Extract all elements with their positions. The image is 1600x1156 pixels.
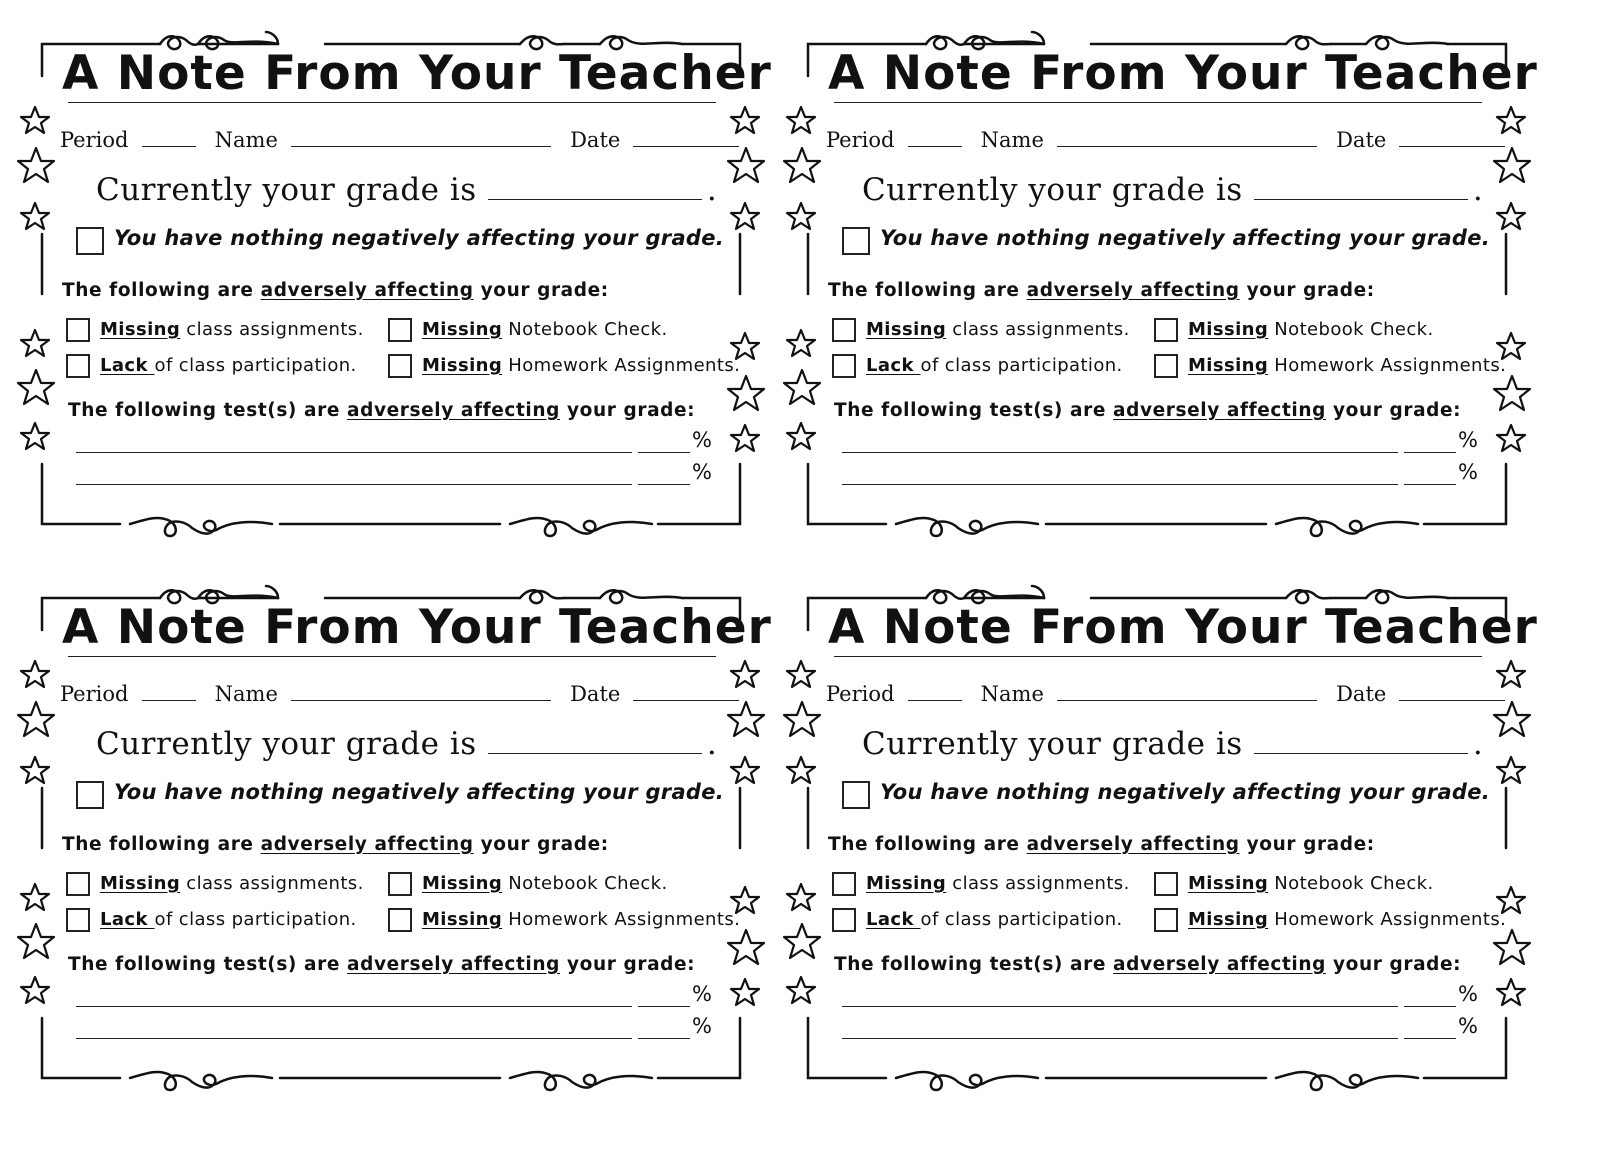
nothing-checkbox[interactable]: [842, 227, 870, 255]
tests-underlined: adversely affecting: [347, 400, 560, 421]
missing-class-checkbox[interactable]: [66, 318, 90, 342]
following-underlined: adversely affecting: [1026, 280, 1240, 301]
period-field[interactable]: [142, 128, 196, 147]
nothing-checkbox[interactable]: [76, 227, 104, 255]
grade-end: .: [706, 172, 718, 208]
option-text: class assignments.: [180, 319, 364, 340]
option-keyword: Missing: [100, 873, 181, 894]
option-text: Homework Assignments.: [1268, 355, 1507, 376]
grade-text: Currently your grade is: [96, 172, 477, 208]
option-missing-homework: [388, 354, 740, 378]
following-pre: The following are: [62, 280, 261, 301]
test-score-field[interactable]: [1404, 452, 1456, 453]
nothing-text: You have nothing negatively affecting your grade.: [114, 780, 725, 804]
date-label: Date: [570, 128, 621, 152]
following-heading: [62, 280, 609, 301]
following-underlined: adversely affecting: [260, 280, 474, 301]
tests-post: your grade:: [1325, 400, 1462, 421]
name-field[interactable]: [1057, 128, 1317, 147]
option-keyword: Missing: [866, 873, 947, 894]
option-keyword: Missing: [1188, 355, 1269, 376]
grade-field[interactable]: [1254, 727, 1468, 754]
option-keyword: Lack: [866, 909, 921, 930]
tests-pre: The following test(s) are: [68, 954, 348, 975]
star-icon: [728, 148, 764, 182]
option-lack-participation: [66, 354, 357, 378]
name-label: Name: [214, 128, 278, 152]
period-label: Period: [826, 682, 895, 706]
following-heading: [828, 834, 1375, 855]
option-keyword: Lack: [100, 355, 155, 376]
tests-heading: [834, 400, 1461, 421]
test-score-field[interactable]: [638, 452, 690, 453]
test-name-field[interactable]: [76, 1006, 632, 1007]
name-label: Name: [214, 682, 278, 706]
option-text: class assignments.: [180, 873, 364, 894]
option-missing-class: [66, 318, 364, 342]
date-field[interactable]: [1399, 128, 1505, 147]
grade-end: .: [706, 726, 718, 762]
note-title: A Note From Your Teacher: [62, 46, 772, 101]
test-score-field[interactable]: [638, 1038, 690, 1039]
following-post: your grade:: [1239, 280, 1375, 301]
percent-sign: %: [692, 428, 712, 452]
grade-end: .: [1472, 726, 1484, 762]
grade-row: [96, 726, 717, 762]
option-text: Notebook Check.: [502, 873, 668, 894]
title-underline: [834, 656, 1482, 657]
date-field[interactable]: [1399, 682, 1505, 701]
lack-participation-checkbox[interactable]: [832, 354, 856, 378]
test-name-field[interactable]: [842, 484, 1398, 485]
percent-sign: %: [1458, 428, 1478, 452]
option-missing-homework: [388, 908, 740, 932]
missing-notebook-checkbox[interactable]: [1154, 872, 1178, 896]
following-post: your grade:: [473, 280, 609, 301]
star-icon: [21, 203, 49, 229]
grade-text: Currently your grade is: [96, 726, 477, 762]
percent-sign: %: [1458, 460, 1478, 484]
star-icon: [731, 203, 759, 229]
note-title: A Note From Your Teacher: [828, 600, 1538, 655]
tests-pre: The following test(s) are: [68, 400, 348, 421]
option-text: class assignments.: [946, 873, 1130, 894]
missing-homework-checkbox[interactable]: [1154, 354, 1178, 378]
following-heading: [62, 834, 609, 855]
missing-class-checkbox[interactable]: [832, 318, 856, 342]
missing-class-checkbox[interactable]: [66, 872, 90, 896]
nothing-checkbox[interactable]: [76, 781, 104, 809]
percent-sign: %: [692, 982, 712, 1006]
date-label: Date: [1336, 128, 1387, 152]
lack-participation-checkbox[interactable]: [832, 908, 856, 932]
option-keyword: Missing: [422, 319, 503, 340]
nothing-row: [842, 780, 1490, 809]
name-field[interactable]: [1057, 682, 1317, 701]
option-lack-participation: [66, 908, 357, 932]
percent-sign: %: [692, 460, 712, 484]
grade-field[interactable]: [488, 173, 702, 200]
option-missing-notebook: [1154, 872, 1434, 896]
period-label: Period: [60, 128, 129, 152]
option-missing-class: [66, 872, 364, 896]
star-icon: [18, 924, 54, 958]
grade-field[interactable]: [488, 727, 702, 754]
missing-notebook-checkbox[interactable]: [388, 872, 412, 896]
star-icon: [731, 757, 759, 783]
following-post: your grade:: [473, 834, 609, 855]
teacher-note-card: [40, 24, 800, 564]
lack-participation-checkbox[interactable]: [66, 908, 90, 932]
star-icon: [1494, 376, 1530, 410]
star-icon: [21, 107, 49, 133]
option-missing-class: [832, 872, 1130, 896]
option-keyword: Missing: [1188, 873, 1269, 894]
star-icon: [1494, 702, 1530, 736]
date-field[interactable]: [633, 682, 739, 701]
title-underline: [834, 102, 1482, 103]
option-keyword: Lack: [100, 909, 155, 930]
star-icon: [728, 702, 764, 736]
star-icon: [21, 423, 49, 449]
tests-heading: [834, 954, 1461, 975]
grade-field[interactable]: [1254, 173, 1468, 200]
following-pre: The following are: [828, 834, 1027, 855]
info-row: [60, 682, 739, 706]
star-icon: [731, 979, 759, 1005]
name-field[interactable]: [291, 128, 551, 147]
note-title: A Note From Your Teacher: [62, 600, 772, 655]
test-name-field[interactable]: [76, 484, 632, 485]
percent-sign: %: [692, 1014, 712, 1038]
nothing-text: You have nothing negatively affecting your grade.: [880, 226, 1491, 250]
tests-pre: The following test(s) are: [834, 400, 1114, 421]
option-keyword: Missing: [1188, 909, 1269, 930]
tests-heading: [68, 954, 695, 975]
test-name-field[interactable]: [76, 452, 632, 453]
option-keyword: Missing: [422, 873, 503, 894]
star-icon: [21, 977, 49, 1003]
teacher-note-card: [806, 578, 1566, 1118]
star-icon: [21, 884, 49, 910]
option-lack-participation: [832, 908, 1123, 932]
star-icon: [1497, 203, 1525, 229]
tests-underlined: adversely affecting: [347, 954, 560, 975]
title-underline: [68, 656, 716, 657]
star-icon: [18, 702, 54, 736]
test-name-field[interactable]: [842, 1006, 1398, 1007]
nothing-row: [76, 780, 724, 809]
star-icon: [1494, 148, 1530, 182]
nothing-text: You have nothing negatively affecting your grade.: [114, 226, 725, 250]
star-icon: [731, 425, 759, 451]
option-text: class assignments.: [946, 319, 1130, 340]
tests-underlined: adversely affecting: [1113, 954, 1326, 975]
star-icon: [728, 376, 764, 410]
period-field[interactable]: [142, 682, 196, 701]
tests-underlined: adversely affecting: [1113, 400, 1326, 421]
grade-text: Currently your grade is: [862, 726, 1243, 762]
option-text: Homework Assignments.: [502, 909, 741, 930]
tests-pre: The following test(s) are: [834, 954, 1114, 975]
following-heading: [828, 280, 1375, 301]
star-icon: [21, 661, 49, 687]
test-score-field[interactable]: [638, 484, 690, 485]
test-name-field[interactable]: [842, 452, 1398, 453]
missing-notebook-checkbox[interactable]: [1154, 318, 1178, 342]
date-label: Date: [570, 682, 621, 706]
period-label: Period: [60, 682, 129, 706]
name-label: Name: [980, 128, 1044, 152]
star-icon: [1497, 979, 1525, 1005]
following-pre: The following are: [828, 280, 1027, 301]
grade-end: .: [1472, 172, 1484, 208]
test-name-field[interactable]: [76, 1038, 632, 1039]
name-field[interactable]: [291, 682, 551, 701]
date-field[interactable]: [633, 128, 739, 147]
missing-class-checkbox[interactable]: [832, 872, 856, 896]
info-row: [60, 128, 739, 152]
following-underlined: adversely affecting: [260, 834, 474, 855]
test-score-field[interactable]: [1404, 1038, 1456, 1039]
option-keyword: Missing: [422, 355, 503, 376]
grade-text: Currently your grade is: [862, 172, 1243, 208]
star-icon: [1497, 757, 1525, 783]
following-pre: The following are: [62, 834, 261, 855]
following-underlined: adversely affecting: [1026, 834, 1240, 855]
option-text: of class participation.: [154, 909, 357, 930]
star-icon: [18, 148, 54, 182]
star-icon: [21, 330, 49, 356]
teacher-note-card: [40, 578, 800, 1118]
star-icon: [21, 757, 49, 783]
following-post: your grade:: [1239, 834, 1375, 855]
name-label: Name: [980, 682, 1044, 706]
option-missing-class: [832, 318, 1130, 342]
info-row: [826, 682, 1505, 706]
date-label: Date: [1336, 682, 1387, 706]
option-text: of class participation.: [920, 355, 1123, 376]
grade-row: [862, 726, 1483, 762]
test-score-field[interactable]: [1404, 1006, 1456, 1007]
star-icon: [728, 930, 764, 964]
option-text: Homework Assignments.: [502, 355, 741, 376]
period-field[interactable]: [908, 682, 962, 701]
grade-row: [96, 172, 717, 208]
title-underline: [68, 102, 716, 103]
option-keyword: Missing: [422, 909, 503, 930]
nothing-row: [842, 226, 1490, 255]
option-missing-notebook: [388, 872, 668, 896]
test-score-field[interactable]: [638, 1006, 690, 1007]
grade-row: [862, 172, 1483, 208]
tests-post: your grade:: [559, 954, 696, 975]
option-keyword: Lack: [866, 355, 921, 376]
test-score-field[interactable]: [1404, 484, 1456, 485]
nothing-checkbox[interactable]: [842, 781, 870, 809]
star-icon: [1497, 425, 1525, 451]
period-label: Period: [826, 128, 895, 152]
missing-homework-checkbox[interactable]: [388, 908, 412, 932]
option-keyword: Missing: [1188, 319, 1269, 340]
period-field[interactable]: [908, 128, 962, 147]
option-keyword: Missing: [100, 319, 181, 340]
option-missing-homework: [1154, 908, 1506, 932]
option-missing-notebook: [388, 318, 668, 342]
missing-homework-checkbox[interactable]: [388, 354, 412, 378]
tests-heading: [68, 400, 695, 421]
nothing-text: You have nothing negatively affecting your grade.: [880, 780, 1491, 804]
option-text: Notebook Check.: [502, 319, 668, 340]
option-text: of class participation.: [154, 355, 357, 376]
nothing-row: [76, 226, 724, 255]
tests-post: your grade:: [559, 400, 696, 421]
option-keyword: Missing: [866, 319, 947, 340]
teacher-note-card: [806, 24, 1566, 564]
lack-participation-checkbox[interactable]: [66, 354, 90, 378]
percent-sign: %: [1458, 982, 1478, 1006]
star-icon: [1494, 930, 1530, 964]
tests-post: your grade:: [1325, 954, 1462, 975]
star-icon: [18, 370, 54, 404]
missing-homework-checkbox[interactable]: [1154, 908, 1178, 932]
note-title: A Note From Your Teacher: [828, 46, 1538, 101]
info-row: [826, 128, 1505, 152]
option-text: Notebook Check.: [1268, 873, 1434, 894]
option-text: Notebook Check.: [1268, 319, 1434, 340]
option-text: of class participation.: [920, 909, 1123, 930]
option-missing-homework: [1154, 354, 1506, 378]
percent-sign: %: [1458, 1014, 1478, 1038]
option-missing-notebook: [1154, 318, 1434, 342]
test-name-field[interactable]: [842, 1038, 1398, 1039]
option-text: Homework Assignments.: [1268, 909, 1507, 930]
option-lack-participation: [832, 354, 1123, 378]
missing-notebook-checkbox[interactable]: [388, 318, 412, 342]
